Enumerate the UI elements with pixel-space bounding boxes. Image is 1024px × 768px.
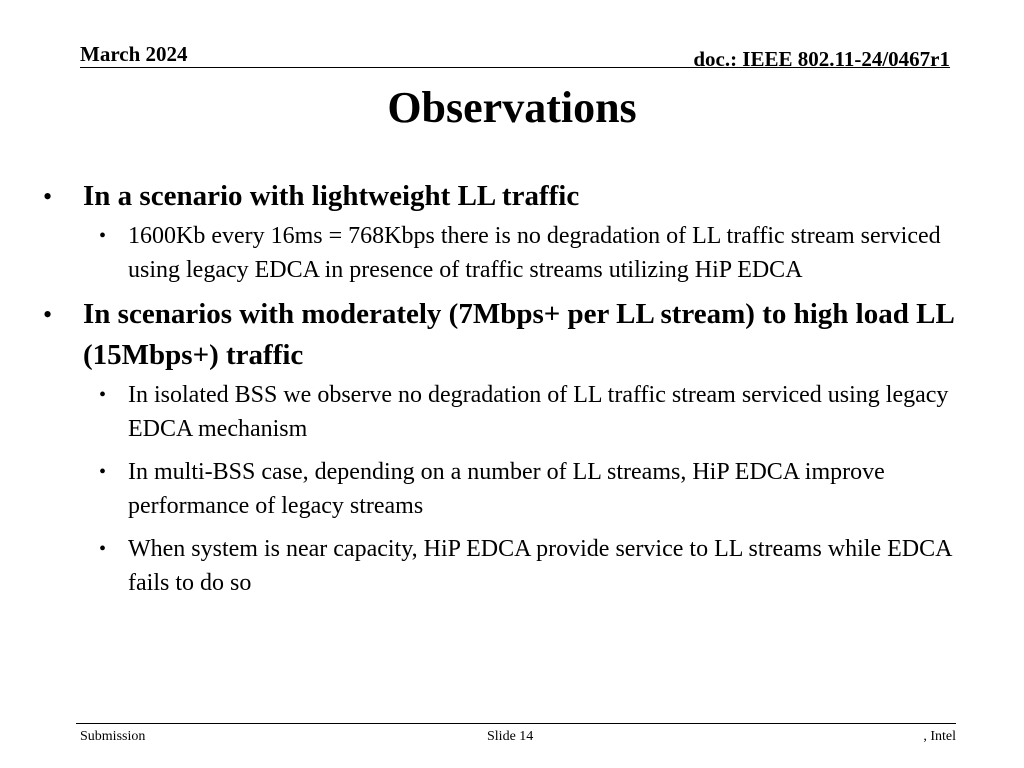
sub-bullet-768kbps <box>99 219 988 287</box>
bullet-marker: • <box>43 300 53 329</box>
sub-bullet-marker: • <box>99 225 107 247</box>
sub-bullet-text: In multi-BSS case, depending on a number of LL streams, HiP EDCA improve performance of legacy streams <box>128 459 885 519</box>
document-id: doc.: IEEE 802.11-24/0467r1 <box>693 47 950 71</box>
sub-bullet-text: When system is near capacity, HiP EDCA provide service to LL streams while EDCA fails to do so <box>128 536 952 596</box>
sub-bullet-marker: • <box>99 538 107 560</box>
sub-bullet-text: 1600Kb every 16ms = 768Kbps there is no degradation of LL traffic stream serviced using legacy EDCA in presence of traffic streams utilizing HiP EDCA <box>128 223 941 283</box>
bullet-lightweight-traffic <box>43 176 993 217</box>
footer-submission: Submission <box>80 729 146 744</box>
bullet-text: In a scenario with lightweight LL traffic <box>83 180 580 212</box>
slide-body <box>0 176 1024 600</box>
sub-bullet-isolated-bss <box>99 378 988 446</box>
bullet-marker: • <box>43 182 53 211</box>
sub-bullet-marker: • <box>99 461 107 483</box>
bullet-moderate-high-load <box>43 294 993 376</box>
header-divider <box>80 67 950 68</box>
footer-affiliation: , Intel <box>923 729 956 744</box>
header-date: March 2024 <box>80 42 188 66</box>
slide-title: Observations <box>387 83 637 132</box>
slide-number: Slide 14 <box>487 729 534 744</box>
footer-divider <box>76 723 956 724</box>
sub-bullet-multi-bss <box>99 455 988 523</box>
sub-bullet-near-capacity <box>99 532 988 600</box>
sub-bullet-marker: • <box>99 384 107 406</box>
bullet-text: In scenarios with moderately (7Mbps+ per LL stream) to high load LL (15Mbps+) traffic <box>83 298 954 371</box>
sub-bullet-text: In isolated BSS we observe no degradation of LL traffic stream serviced using legacy EDCA mechanism <box>128 382 949 442</box>
